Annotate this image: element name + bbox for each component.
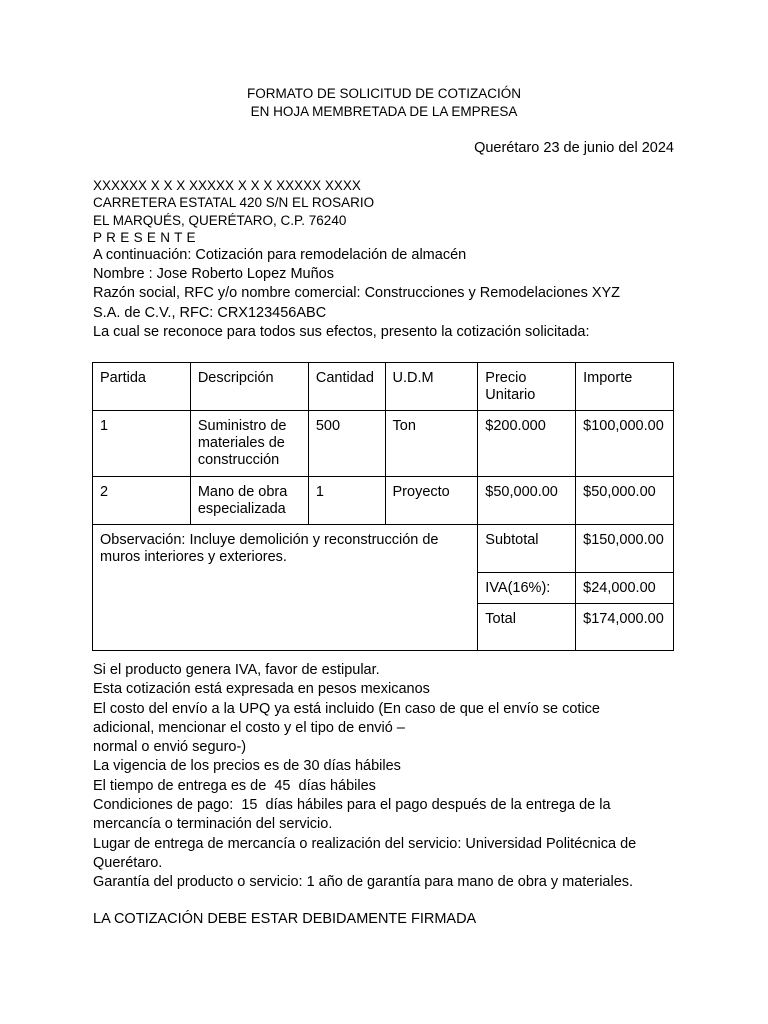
addressee-city: EL MARQUÉS, QUERÉTARO, C.P. 76240 xyxy=(93,212,347,228)
table-cell: $200.000 xyxy=(478,411,576,477)
note-line: El costo del envío a la UPQ ya está incluido (En caso de que el envío se cotice xyxy=(93,700,600,717)
note-line: Si el producto genera IVA, favor de estipular. xyxy=(93,662,380,678)
addressee-street: CARRETERA ESTATAL 420 S/N EL ROSARIO xyxy=(93,195,375,211)
note-line: normal o envió seguro-) xyxy=(93,739,247,756)
intro-line: Razón social, RFC y/o nombre comercial: Construcciones y Remodelaciones XYZ xyxy=(93,285,621,302)
total-value: $174,000.00 xyxy=(576,604,674,651)
note-line: La vigencia de los precios es de 30 días hábiles xyxy=(93,758,401,775)
intro-block xyxy=(93,246,683,342)
table-cell: 500 xyxy=(308,411,385,477)
table-cell: Proyecto xyxy=(385,477,478,525)
note-line: El tiempo de entrega es de 45 días hábiles xyxy=(93,777,376,794)
observation-cell: Observación: Incluye demolición y reconstrucción de muros interiores y exteriores. xyxy=(93,525,478,651)
total-label: Total xyxy=(478,604,576,651)
table-cell: $50,000.00 xyxy=(478,477,576,525)
table-header-row xyxy=(93,363,674,411)
notes-block xyxy=(93,661,693,893)
intro-line: Nombre : Jose Roberto Lopez Muños xyxy=(93,266,334,283)
header-cell: U.D.M xyxy=(385,363,478,411)
note-line: Lugar de entrega de mercancía o realización del servicio: Universidad Politécnica de xyxy=(93,835,637,852)
document-title-line1: FORMATO DE SOLICITUD DE COTIZACIÓN xyxy=(246,86,521,101)
document-title-line2: EN HOJA MEMBRETADA DE LA EMPRESA xyxy=(250,104,518,119)
subtotal-value: $150,000.00 xyxy=(576,525,674,573)
subtotal-label: Subtotal xyxy=(478,525,576,573)
note-line: Esta cotización está expresada en pesos mexicanos xyxy=(93,681,430,698)
table-cell: Mano de obra especializada xyxy=(190,477,308,525)
note-line: Condiciones de pago: 15 días hábiles para el pago después de la entrega de la xyxy=(93,797,611,814)
intro-line: A continuación: Cotización para remodelación de almacén xyxy=(93,247,467,263)
table-row xyxy=(93,525,674,573)
addressee-block xyxy=(93,177,374,246)
addressee-presente: P R E S E N T E xyxy=(93,229,196,245)
note-line: mercancía o terminación del servicio. xyxy=(93,816,333,833)
table-cell: 2 xyxy=(93,477,191,525)
header-cell: Partida xyxy=(93,363,191,411)
header-cell: Descripción xyxy=(190,363,308,411)
note-line: Garantía del producto o servicio: 1 año de garantía para mano de obra y materiales. xyxy=(93,874,634,891)
table-cell: 1 xyxy=(93,411,191,477)
document-date: Querétaro 23 de junio del 2024 xyxy=(474,140,674,156)
table-cell: $100,000.00 xyxy=(576,411,674,477)
quotation-table xyxy=(92,362,674,651)
header-cell: Importe xyxy=(576,363,674,411)
iva-label: IVA(16%): xyxy=(478,573,576,604)
signature-note: LA COTIZACIÓN DEBE ESTAR DEBIDAMENTE FIRMADA xyxy=(93,911,477,927)
table-cell: Ton xyxy=(385,411,478,477)
intro-line: La cual se reconoce para todos sus efectos, presento la cotización solicitada: xyxy=(93,323,590,340)
table-cell: 1 xyxy=(308,477,385,525)
intro-line: S.A. de C.V., RFC: CRX123456ABC xyxy=(93,304,327,321)
header-cell: Precio Unitario xyxy=(478,363,576,411)
table-row xyxy=(93,477,674,525)
note-line: adicional, mencionar el costo y el tipo de envió – xyxy=(93,719,405,736)
table-row xyxy=(93,411,674,477)
table-cell: $50,000.00 xyxy=(576,477,674,525)
addressee-name: XXXXXX X X X XXXXX X X X XXXXX XXXX xyxy=(93,178,361,193)
note-line: Querétaro. xyxy=(93,854,163,871)
header-cell: Cantidad xyxy=(308,363,385,411)
table-cell: Suministro de materiales de construcción xyxy=(190,411,308,477)
iva-value: $24,000.00 xyxy=(576,573,674,604)
